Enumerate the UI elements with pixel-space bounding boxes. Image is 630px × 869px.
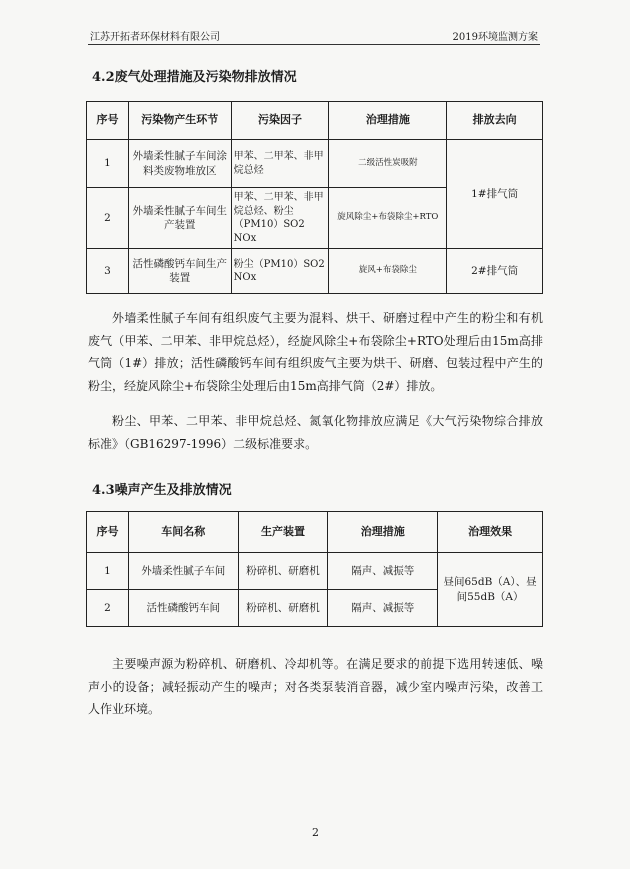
row-number: 3: [87, 249, 129, 294]
page-header: [90, 28, 538, 44]
equipment: 粉碎机、研磨机: [238, 553, 328, 590]
company-name: 江苏开拓者环保材料有限公司: [90, 32, 220, 43]
column-header: 序号: [87, 512, 129, 553]
pollution-factor: 粉尘（PM10）SO2 NOx: [231, 249, 329, 294]
header-rule: [88, 44, 540, 45]
column-header: 污染物产生环节: [128, 102, 231, 140]
table-header-row: [87, 512, 543, 553]
section-4-2-heading: 4.2废气处理措施及污染物排放情况: [92, 70, 297, 85]
section-4-3-heading: 4.3噪声产生及排放情况: [92, 483, 232, 498]
noise-table: [86, 511, 543, 627]
workshop-name: 活性磷酸钙车间: [128, 590, 238, 627]
column-header: 车间名称: [128, 512, 238, 553]
workshop-name: 外墙柔性腻子车间: [128, 553, 238, 590]
row-number: 2: [87, 590, 129, 627]
column-header: 治理效果: [438, 512, 543, 553]
exhaust-gas-table: [86, 101, 543, 294]
equipment: 粉碎机、研磨机: [238, 590, 328, 627]
treatment-effect-merged: 昼间65dB（A）、昼间55dB（A）: [438, 553, 543, 627]
column-header: 生产装置: [238, 512, 328, 553]
emission-standard-paragraph: 粉尘、甲苯、二甲苯、非甲烷总烃、氮氧化物排放应满足《大气污染物综合排放标准》（GB16297-1996）二级标准要求。: [88, 414, 543, 451]
table-row: [87, 249, 543, 294]
pollution-factor: 甲苯、二甲苯、非甲烷总烃: [231, 140, 329, 188]
treatment-measure: 隔声、减振等: [328, 553, 438, 590]
document-title: 2019环境监测方案: [452, 32, 538, 43]
pollution-source: 外墙柔性腻子车间涂料类废物堆放区: [128, 140, 231, 188]
table-header-row: [87, 102, 543, 140]
row-number: 2: [87, 188, 129, 249]
treatment-measure: 二级活性炭吸附: [329, 140, 447, 188]
row-number: 1: [87, 553, 129, 590]
noise-description-paragraph: 主要噪声源为粉碎机、研磨机、冷却机等。在满足要求的前提下选用转速低、噪声小的设备；减轻振动产生的噪声；对各类泵装消音器，减少室内噪声污染，改善工人作业环境。: [88, 657, 543, 717]
pollution-factor: 甲苯、二甲苯、非甲烷总烃、粉尘（PM10）SO2 NOx: [231, 188, 329, 249]
emission-outlet: 2#排气筒: [447, 249, 543, 294]
column-header: 治理措施: [328, 512, 438, 553]
emission-outlet-merged: 1#排气筒: [447, 140, 543, 249]
column-header: 序号: [87, 102, 129, 140]
treatment-measure: 旋风除尘+布袋除尘+RTO: [329, 188, 447, 249]
column-header: 污染因子: [231, 102, 329, 140]
pollution-source: 外墙柔性腻子车间生产装置: [128, 188, 231, 249]
treatment-measure: 隔声、减振等: [328, 590, 438, 627]
table-row: [87, 553, 543, 590]
row-number: 1: [87, 140, 129, 188]
exhaust-description-paragraph: 外墙柔性腻子车间有组织废气主要为混料、烘干、研磨过程中产生的粉尘和有机废气（甲苯、二甲苯、非甲烷总烃），经旋风除尘+布袋除尘+RTO处理后由15m高排气筒（1#）排放；活性磷酸钙车间有组织废气主要为烘干、研磨、包装过程中产生的粉尘，经旋风除尘+布袋除尘处理后由15m高排气筒（2#）排放。: [88, 311, 543, 393]
page-number: 2: [312, 826, 319, 839]
column-header: 排放去向: [447, 102, 543, 140]
table-row: [87, 140, 543, 188]
column-header: 治理措施: [329, 102, 447, 140]
treatment-measure: 旋风+布袋除尘: [329, 249, 447, 294]
pollution-source: 活性磷酸钙车间生产装置: [128, 249, 231, 294]
